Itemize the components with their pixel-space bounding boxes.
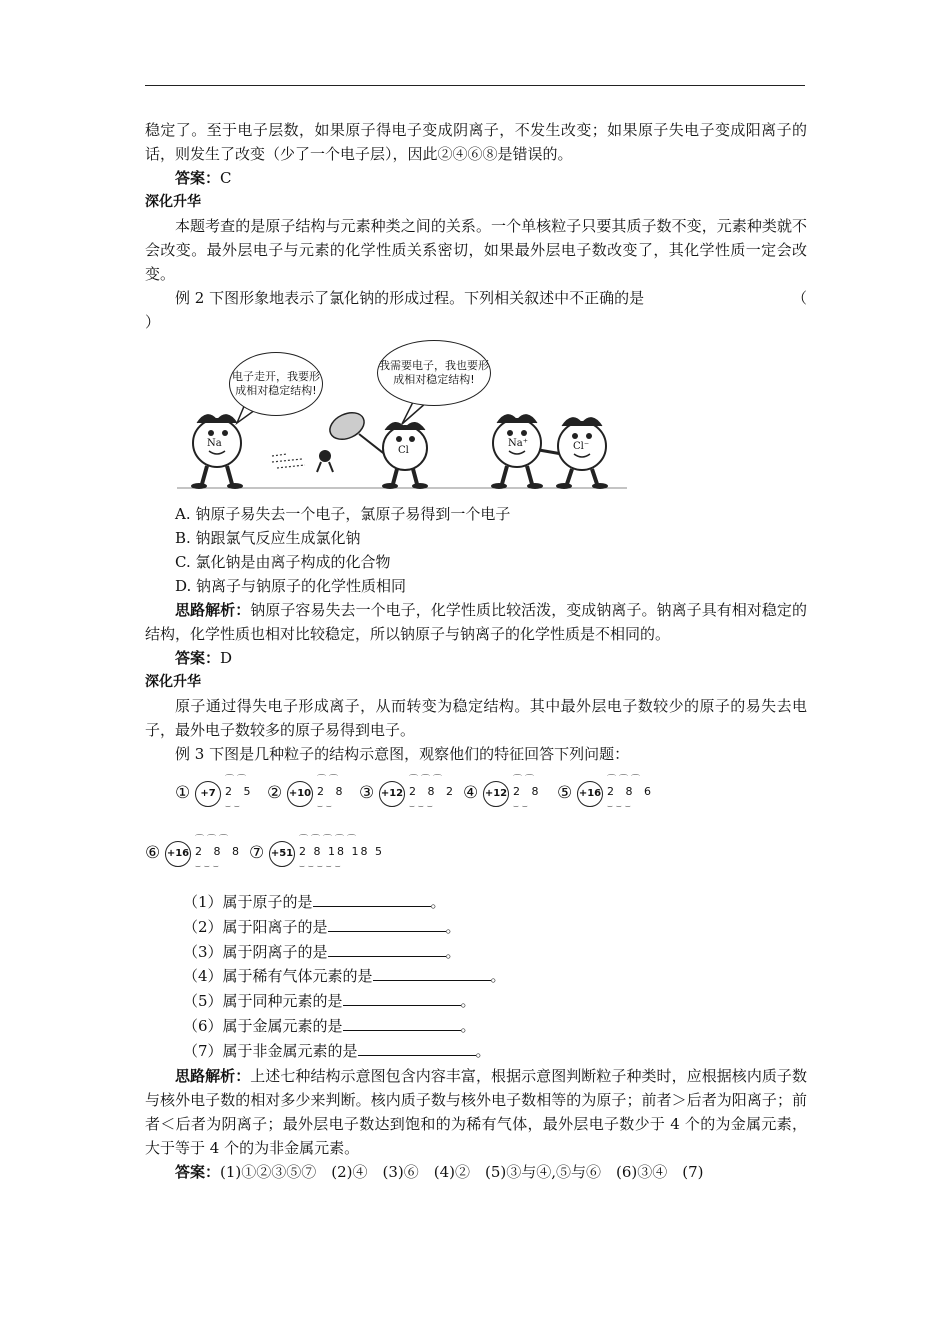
answer-blank-4[interactable] (373, 965, 491, 981)
option-b: B. 钠跟氯气反应生成氯化钠 (175, 529, 361, 547)
label-cl: Cl (398, 445, 409, 456)
deep-paragraph-1: 本题考查的是原子结构与元素种类之间的关系。一个单核粒子只要其质子数不变，元素种类就不会改变。最外层电子与元素的化学性质关系密切，如果最外层电子数改变了，其化学性质一定会改变。 (145, 217, 807, 283)
label-cl-ion: Cl⁻ (573, 441, 590, 452)
answer-3: 答案：(1)①②③⑤⑦ (2)④ (3)⑥ (4)② (5)③与④,⑤与⑥ (6)③④ (7) (175, 1162, 704, 1181)
option-d: D. 钠离子与钠原子的化学性质相同 (175, 577, 407, 595)
label-na-ion: Na⁺ (508, 438, 528, 449)
sub-question-6: （6）属于金属元素的是 。 (183, 1016, 476, 1035)
answer-blank-1[interactable] (313, 891, 431, 907)
header-rule (145, 85, 805, 86)
sub-question-7: （7）属于非金属元素的是 。 (183, 1041, 491, 1060)
analysis-3: 思路解析：上述七种结构示意图包含内容丰富，根据示意图判断粒子种类时，应根据核内质子数与核外电子数的相对多少来判断。核内质子数与核外电子数相等的为原子；前者＞后者为阳离子；前者＜后者为阴离子；最外层电子数达到饱和的为稀有气体，最外层电子数少于 4 个的为金属元素，大于等于 4 个的为非金属元素。 (145, 1066, 807, 1157)
sub-question-3: （3）属于阴离子的是 。 (183, 942, 461, 961)
label-na: Na (207, 438, 222, 449)
paragraph-continuation: 稳定了。至于电子层数，如果原子得电子变成阴离子，不发生改变；如果原子失电子变成阳离子的话，则发生了改变（少了一个电子层），因此②④⑥⑧是错误的。 (145, 121, 807, 163)
sub-questions (145, 890, 807, 1064)
option-a: A. 钠原子易失去一个电子，氯原子易得到一个电子 (175, 505, 511, 523)
atom-diagram-row-2: ⑥ +16 ⌒⌒⌒ 2 8 8 ⌣⌣⌣ ⑦ +51 ⌒⌒⌒⌒⌒ 2 8 18 18 5 ⌣⌣⌣⌣⌣ (145, 835, 384, 872)
sub-question-4: （4）属于稀有气体元素的是 。 (183, 967, 506, 986)
analysis-2: 思路解析：钠原子容易失去一个电子，化学性质比较活泼，变成钠离子。钠离子具有相对稳定的结构，化学性质也相对比较稳定，所以钠原子与钠离子的化学性质是不相同的。 (145, 601, 807, 643)
speech-bubble-cl: 我需要电子，我也要形成相对稳定结构! (377, 340, 491, 406)
answer-1: 答案：C (175, 169, 232, 187)
example-2-paren-close: ） (145, 313, 161, 331)
speech-bubble-na: 电子走开，我要形成相对稳定结构! (229, 352, 323, 416)
answer-blank-2[interactable] (328, 916, 446, 932)
option-c: C. 氯化钠是由离子构成的化合物 (175, 553, 391, 571)
sub-question-1: （1）属于原子的是 。 (183, 893, 446, 911)
nacl-formation-figure (177, 338, 627, 500)
answer-blank-6[interactable] (343, 1015, 461, 1031)
document-body (145, 118, 807, 1184)
section-heading-2: 深化升华 (145, 674, 201, 690)
atom-diagram-row-1: ① +7 ⌒⌒ 2 5 ⌣⌣ ② +10 ⌒⌒ 2 8 ⌣⌣ ③ +12 ⌒⌒⌒ 2 8 2 ⌣⌣⌣ ④ +12 ⌒⌒ 2 8 ⌣⌣ ⑤ +16 ⌒⌒⌒ 2 8 6 ⌣⌣⌣ (175, 775, 655, 812)
deep-paragraph-2: 原子通过得失电子形成离子，从而转变为稳定结构。其中最外层电子数较少的原子的易失去电子，最外电子数较多的原子易得到电子。 (145, 697, 807, 739)
section-heading-1: 深化升华 (145, 194, 201, 210)
answer-blank-7[interactable] (358, 1040, 476, 1056)
sub-question-2: （2）属于阳离子的是 。 (183, 917, 461, 936)
example-3-question: 例 3 下图是几种粒子的结构示意图，观察他们的特征回答下列问题： (175, 745, 630, 763)
example-2-question: 例 2 下图形象地表示了氯化钠的形成过程。下列相关叙述中不正确的是 （ (175, 289, 807, 307)
answer-blank-5[interactable] (343, 990, 461, 1006)
answer-blank-3[interactable] (328, 941, 446, 957)
answer-2: 答案：D (175, 649, 233, 667)
sub-question-5: （5）属于同种元素的是 。 (183, 992, 476, 1011)
